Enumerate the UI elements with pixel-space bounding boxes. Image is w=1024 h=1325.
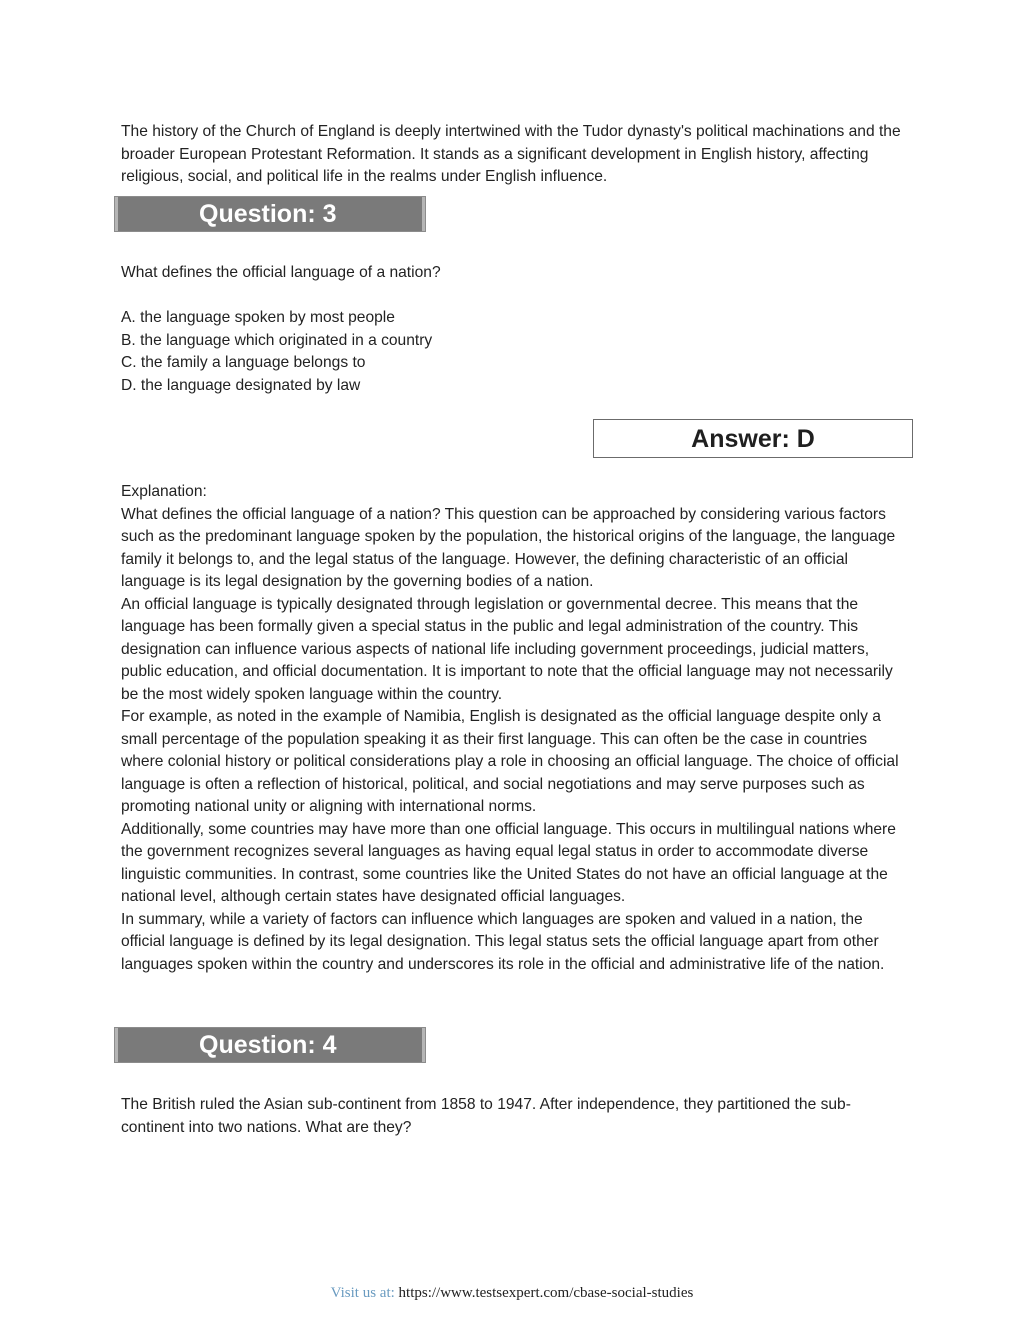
intro-text: The history of the Church of England is deeply intertwined with the Tudor dynasty's political machinations and the broader European Protestant Reformation. It stands as a significant development in English history, affecting religious, social, and political life in the realms under English influence. <box>121 123 901 185</box>
question-3-prompt: What defines the official language of a nation? <box>121 264 441 281</box>
question-4-title: Question: 4 <box>199 1031 337 1059</box>
question-4-prompt: The British ruled the Asian sub-continent from 1858 to 1947. After independence, they partitioned the sub-continent into two nations. What are they? <box>121 1096 851 1136</box>
question-3-options <box>121 307 432 397</box>
question-4-text <box>121 1094 906 1139</box>
option-b: B. the language which originated in a country <box>121 331 433 349</box>
explanation <box>121 481 906 976</box>
intro-paragraph <box>121 121 906 189</box>
question-3-text <box>121 262 906 285</box>
option-c: C. the family a language belongs to <box>121 354 366 371</box>
explanation-label: Explanation: <box>121 483 207 500</box>
explanation-paragraph-5: In summary, while a variety of factors can influence which languages are spoken and valued in a nation, the official language is defined by its legal designation. This legal status sets the official language apart from other languages spoken within the country and underscores its role in the official and administrative life of the nation. <box>121 910 885 973</box>
explanation-paragraph-3: For example, as noted in the example of Namibia, English is designated as the official language despite only a small percentage of the population speaking it as their first language. This can often be the case in countries where colonial history or political considerations play a role in choosing an official language. The choice of official language is often a reflection of historical, political, and social negotiations and may serve purposes such as promoting national unity or aligning with international norms. <box>121 708 899 815</box>
explanation-paragraph-1: What defines the official language of a nation? This question can be approached by considering various factors such as the predominant language spoken by the population, the historical origins of the language, the language family it belongs to, and the legal status of the language. However, the defining characteristic of an official language is its legal designation by the governing bodies of a nation. <box>121 505 896 590</box>
question-4-header <box>114 1027 426 1063</box>
footer-label: Visit us at: <box>330 1285 395 1301</box>
explanation-paragraph-2: An official language is typically designated through legislation or governmental decree. This means that the language has been formally given a special status in the public and legal administration of the country. This designation can influence various aspects of national life including government proceedings, judicial matters, public education, and official documentation. It is important to note that the official language may not necessarily be the most widely spoken language within the country. <box>121 595 893 703</box>
question-3-title: Question: 3 <box>199 200 337 228</box>
option-d: D. the language designated by law <box>121 376 361 394</box>
explanation-paragraph-4: Additionally, some countries may have more than one official language. This occurs in multilingual nations where the government recognizes several languages as having equal legal status in order to accommodate diverse linguistic communities. In contrast, some countries like the United States do not have an official language at the national level, although certain states have designated official languages. <box>121 820 896 905</box>
option-a: A. the language spoken by most people <box>121 309 395 326</box>
question-3-header <box>114 196 426 232</box>
footer <box>0 1285 1024 1302</box>
answer-box: Answer: D <box>593 419 913 458</box>
footer-url[interactable]: https://www.testsexpert.com/cbase-social-studies <box>398 1285 694 1301</box>
